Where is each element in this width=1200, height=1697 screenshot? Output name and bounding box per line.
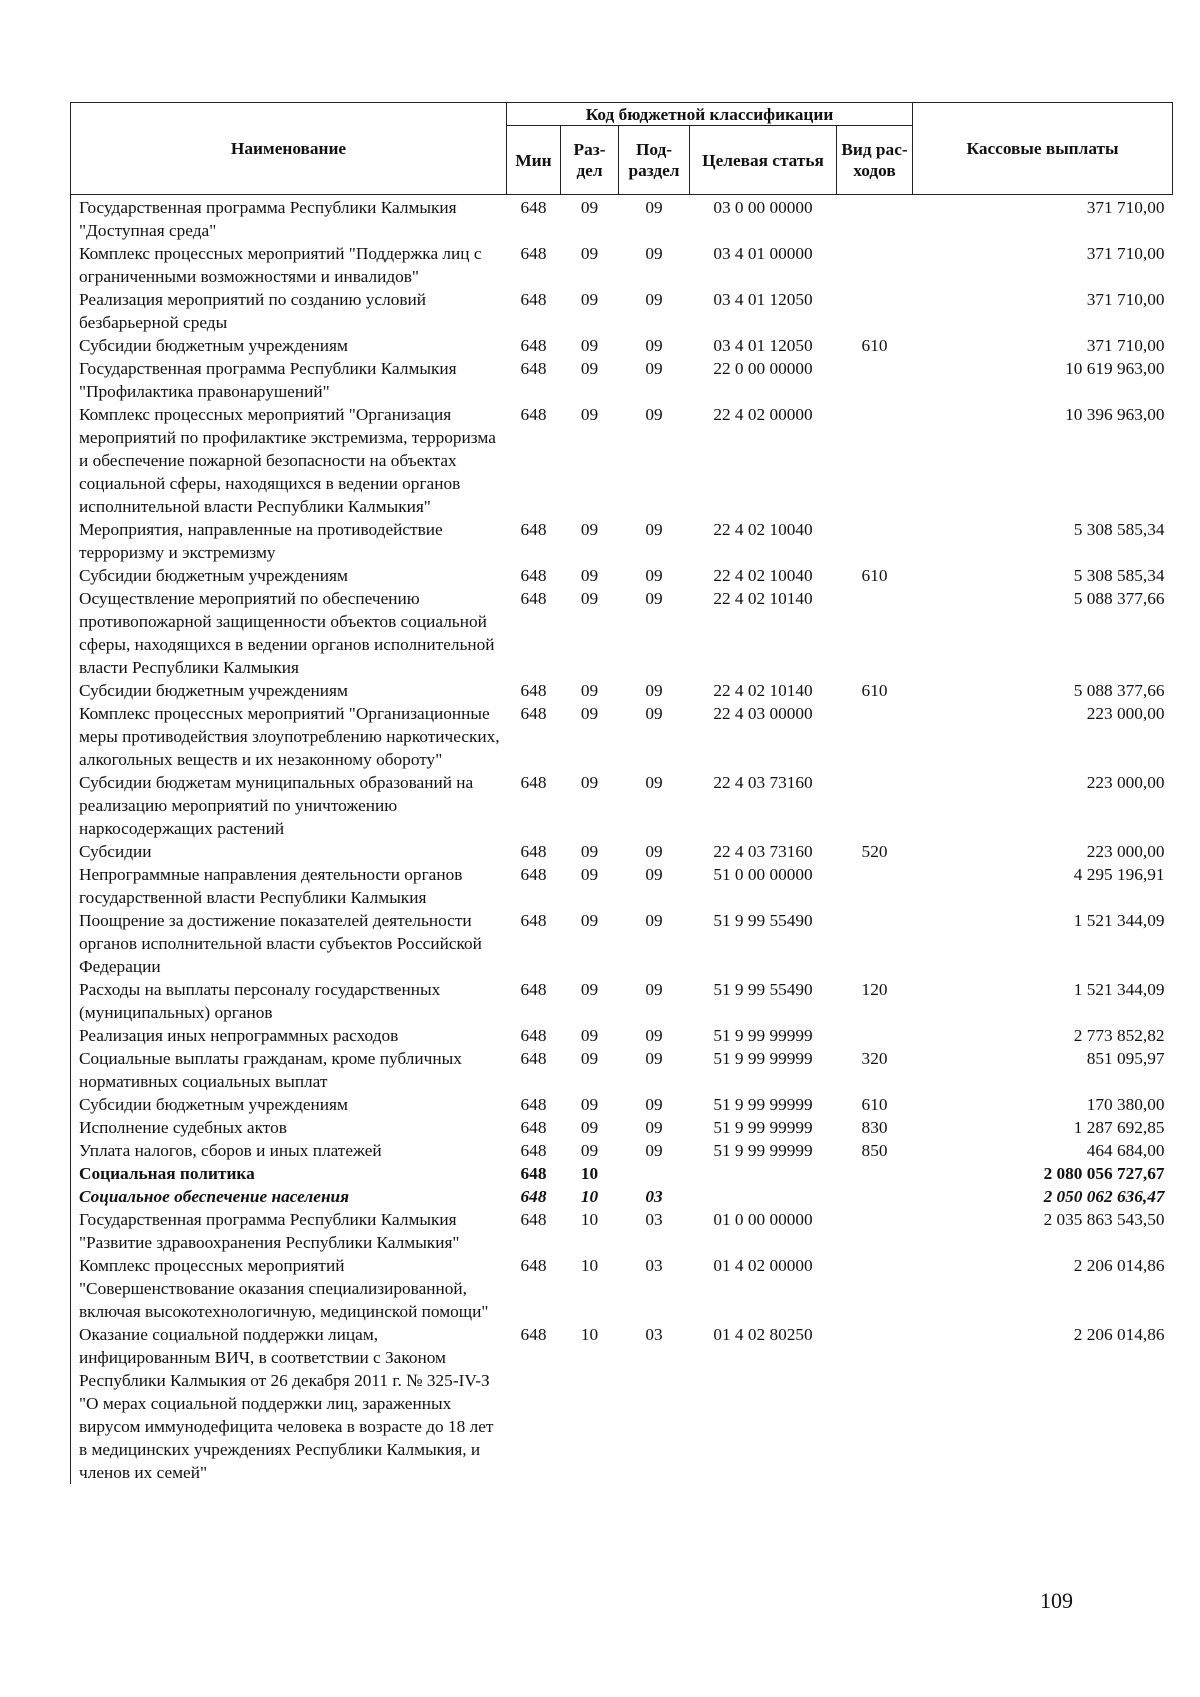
row-sum: 851 095,97 (1086, 1049, 1165, 1068)
row-name: Оказание социальной поддержки лицам, инфицированным ВИЧ, в соответствии с Законом Республики Калмыкия от 26 декабря 2011 г. № 325-IV-З "О мерах социальной поддержки лиц, зараженных вирусом иммунодефицита человека в возрасте до 18 лет в медицинских учреждениях Республики Калмыкия, и членов их семей" (71, 1323, 507, 1484)
table-row (71, 357, 1173, 403)
row-sum: 10 619 963,00 (1065, 359, 1165, 378)
row-name: Комплекс процессных мероприятий "Организационные меры противодействия злоупотреблению наркотических, алкогольных веществ и их незаконному обороту" (71, 702, 507, 771)
row-razdel: 09 (580, 704, 599, 723)
row-name: Реализация мероприятий по созданию условий безбарьерной среды (71, 288, 507, 334)
row-min: 648 (520, 1026, 547, 1045)
row-expense-type: 830 (861, 1118, 888, 1137)
row-min: 648 (520, 911, 547, 930)
row-min: 648 (520, 1141, 547, 1160)
row-target-article: 22 4 03 00000 (713, 704, 813, 723)
header-code-group: Код бюджетной классификации (507, 103, 913, 126)
row-expense-type (837, 518, 913, 564)
table-row (71, 1139, 1173, 1162)
row-target-article: 22 4 03 73160 (713, 842, 813, 861)
row-razdel: 09 (580, 198, 599, 217)
table-row (71, 840, 1173, 863)
row-min: 648 (520, 980, 547, 999)
row-name: Субсидии бюджетным учреждениям (71, 679, 507, 702)
row-razdel: 09 (580, 1049, 599, 1068)
row-expense-type (837, 863, 913, 909)
row-target-article: 03 0 00 00000 (713, 198, 813, 217)
row-sum: 5 308 585,34 (1073, 566, 1165, 585)
row-sum: 1 287 692,85 (1073, 1118, 1165, 1137)
row-name: Субсидии (71, 840, 507, 863)
row-sum: 2 206 014,86 (1073, 1325, 1165, 1344)
row-razdel: 09 (580, 980, 599, 999)
row-sum: 2 206 014,86 (1073, 1256, 1165, 1275)
table-header (71, 103, 1173, 195)
row-name: Поощрение за достижение показателей деятельности органов исполнительной власти субъектов Российской Федерации (71, 909, 507, 978)
row-sum: 371 710,00 (1086, 290, 1165, 309)
row-target-article: 51 9 99 99999 (713, 1095, 813, 1114)
header-name: Наименование (71, 103, 507, 195)
row-podrazdel: 09 (645, 911, 663, 930)
row-target-article: 22 0 00 00000 (713, 359, 813, 378)
row-razdel: 09 (580, 290, 599, 309)
row-podrazdel: 03 (645, 1187, 663, 1206)
row-min: 648 (520, 681, 547, 700)
table-row (71, 679, 1173, 702)
header-razdel: Раз-дел (561, 126, 619, 195)
row-name: Мероприятия, направленные на противодействие терроризму и экстремизму (71, 518, 507, 564)
row-expense-type (837, 1323, 913, 1484)
row-razdel: 09 (580, 1118, 599, 1137)
table-row (71, 909, 1173, 978)
row-target-article: 01 4 02 80250 (713, 1325, 813, 1344)
row-sum: 371 710,00 (1086, 244, 1165, 263)
row-min: 648 (520, 244, 547, 263)
row-target-article: 51 9 99 99999 (713, 1141, 813, 1160)
row-min: 648 (520, 1256, 547, 1275)
row-target-article: 51 9 99 99999 (713, 1026, 813, 1045)
row-min: 648 (520, 1164, 547, 1183)
row-podrazdel: 09 (645, 1118, 663, 1137)
header-podrazdel: Под-раздел (619, 126, 690, 195)
row-podrazdel: 09 (645, 566, 663, 585)
row-min: 648 (520, 290, 547, 309)
row-min: 648 (520, 359, 547, 378)
row-target-article: 03 4 01 12050 (713, 290, 813, 309)
row-min: 648 (520, 842, 547, 861)
row-target-article: 51 9 99 99999 (713, 1118, 813, 1137)
row-sum: 223 000,00 (1086, 704, 1165, 723)
row-min: 648 (520, 1118, 547, 1137)
row-expense-type: 610 (861, 681, 888, 700)
row-name: Социальная политика (71, 1162, 507, 1185)
row-expense-type (837, 403, 913, 518)
row-name: Государственная программа Республики Калмыкия "Развитие здравоохранения Республики Калмыкия" (71, 1208, 507, 1254)
row-podrazdel: 09 (645, 290, 663, 309)
row-expense-type: 120 (861, 980, 888, 999)
row-sum: 1 521 344,09 (1073, 911, 1165, 930)
row-podrazdel: 09 (645, 1141, 663, 1160)
row-podrazdel: 09 (645, 704, 663, 723)
row-min: 648 (520, 1187, 547, 1206)
header-celevaya: Целевая статья (690, 126, 837, 195)
row-expense-type: 850 (861, 1141, 888, 1160)
row-razdel: 09 (580, 1141, 599, 1160)
row-razdel: 09 (580, 911, 599, 930)
table-row (71, 771, 1173, 840)
row-expense-type (837, 702, 913, 771)
row-name: Субсидии бюджетным учреждениям (71, 334, 507, 357)
table-row (71, 1116, 1173, 1139)
row-name: Комплекс процессных мероприятий "Организация мероприятий по профилактике экстремизма, терроризма и обеспечение пожарной безопасности на объектах социальной сферы, находящихся в ведении органов исполнительной власти Республики Калмыкия" (71, 403, 507, 518)
row-min: 648 (520, 1095, 547, 1114)
row-expense-type: 610 (861, 566, 888, 585)
row-razdel: 10 (580, 1187, 599, 1206)
row-expense-type: 610 (861, 1095, 888, 1114)
table-row (71, 288, 1173, 334)
row-min: 648 (520, 1325, 547, 1344)
table-row (71, 863, 1173, 909)
row-target-article (690, 1185, 837, 1208)
row-expense-type (837, 587, 913, 679)
table-row (71, 702, 1173, 771)
budget-table (70, 102, 1173, 1484)
row-sum: 4 295 196,91 (1073, 865, 1165, 884)
row-min: 648 (520, 405, 547, 424)
table-row (71, 195, 1173, 243)
row-target-article (690, 1162, 837, 1185)
row-sum: 2 080 056 727,67 (1043, 1164, 1165, 1183)
row-min: 648 (520, 520, 547, 539)
row-podrazdel (619, 1162, 690, 1185)
row-razdel: 09 (580, 566, 599, 585)
row-expense-type (837, 771, 913, 840)
row-target-article: 51 9 99 55490 (713, 911, 813, 930)
row-sum: 170 380,00 (1086, 1095, 1165, 1114)
row-expense-type (837, 1024, 913, 1047)
row-name: Расходы на выплаты персоналу государственных (муниципальных) органов (71, 978, 507, 1024)
row-razdel: 10 (580, 1164, 599, 1183)
table-row (71, 1093, 1173, 1116)
table-row (71, 1024, 1173, 1047)
row-razdel: 09 (580, 336, 599, 355)
row-podrazdel: 09 (645, 842, 663, 861)
header-vid: Вид рас-ходов (837, 126, 913, 195)
row-podrazdel: 09 (645, 244, 663, 263)
row-expense-type (837, 1185, 913, 1208)
row-name: Субсидии бюджетным учреждениям (71, 1093, 507, 1116)
row-name: Реализация иных непрограммных расходов (71, 1024, 507, 1047)
row-name: Социальное обеспечение населения (71, 1185, 507, 1208)
row-target-article: 22 4 02 10140 (713, 589, 813, 608)
header-min: Мин (507, 126, 561, 195)
row-min: 648 (520, 589, 547, 608)
row-target-article: 22 4 02 00000 (713, 405, 813, 424)
table-row (71, 334, 1173, 357)
row-razdel: 09 (580, 1026, 599, 1045)
row-expense-type (837, 1162, 913, 1185)
table-row (71, 1162, 1173, 1185)
row-name: Государственная программа Республики Калмыкия "Доступная среда" (71, 195, 507, 243)
row-expense-type (837, 357, 913, 403)
row-target-article: 03 4 01 00000 (713, 244, 813, 263)
row-name: Комплекс процессных мероприятий "Поддержка лиц с ограниченными возможностями и инвалидов" (71, 242, 507, 288)
row-podrazdel: 09 (645, 980, 663, 999)
row-razdel: 09 (580, 681, 599, 700)
header-sum: Кассовые выплаты (913, 103, 1173, 195)
row-razdel: 09 (580, 244, 599, 263)
row-target-article: 01 0 00 00000 (713, 1210, 813, 1229)
row-min: 648 (520, 773, 547, 792)
row-razdel: 09 (580, 589, 599, 608)
row-podrazdel: 03 (645, 1325, 663, 1344)
row-razdel: 09 (580, 773, 599, 792)
row-podrazdel: 03 (645, 1256, 663, 1275)
table-body (71, 195, 1173, 1485)
row-name: Субсидии бюджетам муниципальных образований на реализацию мероприятий по уничтожению наркосодержащих растений (71, 771, 507, 840)
row-sum: 5 088 377,66 (1073, 589, 1165, 608)
row-min: 648 (520, 704, 547, 723)
row-expense-type: 320 (861, 1049, 888, 1068)
row-razdel: 09 (580, 520, 599, 539)
row-expense-type (837, 1208, 913, 1254)
row-podrazdel: 09 (645, 520, 663, 539)
row-podrazdel: 09 (645, 589, 663, 608)
table-row (71, 564, 1173, 587)
row-podrazdel: 09 (645, 198, 663, 217)
row-podrazdel: 09 (645, 336, 663, 355)
table-row (71, 978, 1173, 1024)
row-target-article: 01 4 02 00000 (713, 1256, 813, 1275)
row-podrazdel: 03 (645, 1210, 663, 1229)
row-sum: 464 684,00 (1086, 1141, 1165, 1160)
row-sum: 2 050 062 636,47 (1043, 1187, 1165, 1206)
row-expense-type: 520 (861, 842, 888, 861)
row-sum: 5 308 585,34 (1073, 520, 1165, 539)
row-sum: 5 088 377,66 (1073, 681, 1165, 700)
row-min: 648 (520, 1210, 547, 1229)
row-name: Осуществление мероприятий по обеспечению противопожарной защищенности объектов социальной сферы, находящихся в ведении органов исполнительной власти Республики Калмыкия (71, 587, 507, 679)
row-target-article: 22 4 02 10140 (713, 681, 813, 700)
row-sum: 223 000,00 (1086, 773, 1165, 792)
row-podrazdel: 09 (645, 359, 663, 378)
row-expense-type: 610 (861, 336, 888, 355)
row-min: 648 (520, 1049, 547, 1068)
row-razdel: 09 (580, 405, 599, 424)
row-name: Непрограммные направления деятельности органов государственной власти Республики Калмыкия (71, 863, 507, 909)
row-sum: 2 773 852,82 (1073, 1026, 1165, 1045)
row-podrazdel: 09 (645, 681, 663, 700)
row-sum: 371 710,00 (1086, 198, 1165, 217)
table-row (71, 587, 1173, 679)
row-target-article: 22 4 02 10040 (713, 566, 813, 585)
table-row (71, 1208, 1173, 1254)
row-podrazdel: 09 (645, 1026, 663, 1045)
row-target-article: 03 4 01 12050 (713, 336, 813, 355)
row-expense-type (837, 288, 913, 334)
row-name: Субсидии бюджетным учреждениям (71, 564, 507, 587)
table-row (71, 1047, 1173, 1093)
table-row (71, 518, 1173, 564)
row-expense-type (837, 1254, 913, 1323)
row-target-article: 22 4 03 73160 (713, 773, 813, 792)
row-name: Исполнение судебных актов (71, 1116, 507, 1139)
row-name: Комплекс процессных мероприятий "Совершенствование оказания специализированной, включая высокотехнологичную, медицинской помощи" (71, 1254, 507, 1323)
row-razdel: 09 (580, 842, 599, 861)
row-podrazdel: 09 (645, 405, 663, 424)
row-sum: 10 396 963,00 (1065, 405, 1165, 424)
row-name: Уплата налогов, сборов и иных платежей (71, 1139, 507, 1162)
row-min: 648 (520, 865, 547, 884)
row-podrazdel: 09 (645, 1095, 663, 1114)
page-number: 109 (1040, 1588, 1073, 1613)
row-razdel: 10 (580, 1325, 599, 1344)
row-min: 648 (520, 336, 547, 355)
row-razdel: 09 (580, 359, 599, 378)
row-sum: 223 000,00 (1086, 842, 1165, 861)
row-expense-type (837, 242, 913, 288)
row-expense-type (837, 909, 913, 978)
row-name: Государственная программа Республики Калмыкия "Профилактика правонарушений" (71, 357, 507, 403)
row-razdel: 10 (580, 1256, 599, 1275)
table-row (71, 1185, 1173, 1208)
row-expense-type (837, 195, 913, 243)
row-sum: 371 710,00 (1086, 336, 1165, 355)
row-min: 648 (520, 198, 547, 217)
row-podrazdel: 09 (645, 1049, 663, 1068)
row-podrazdel: 09 (645, 773, 663, 792)
row-sum: 2 035 863 543,50 (1043, 1210, 1165, 1229)
row-target-article: 51 9 99 99999 (713, 1049, 813, 1068)
row-target-article: 51 0 00 00000 (713, 865, 813, 884)
row-target-article: 22 4 02 10040 (713, 520, 813, 539)
row-razdel: 09 (580, 865, 599, 884)
table-row (71, 1254, 1173, 1323)
table-row (71, 242, 1173, 288)
table-row (71, 1323, 1173, 1484)
row-target-article: 51 9 99 55490 (713, 980, 813, 999)
table-row (71, 403, 1173, 518)
row-podrazdel: 09 (645, 865, 663, 884)
row-name: Социальные выплаты гражданам, кроме публичных нормативных социальных выплат (71, 1047, 507, 1093)
row-min: 648 (520, 566, 547, 585)
row-razdel: 10 (580, 1210, 599, 1229)
row-sum: 1 521 344,09 (1073, 980, 1165, 999)
row-razdel: 09 (580, 1095, 599, 1114)
